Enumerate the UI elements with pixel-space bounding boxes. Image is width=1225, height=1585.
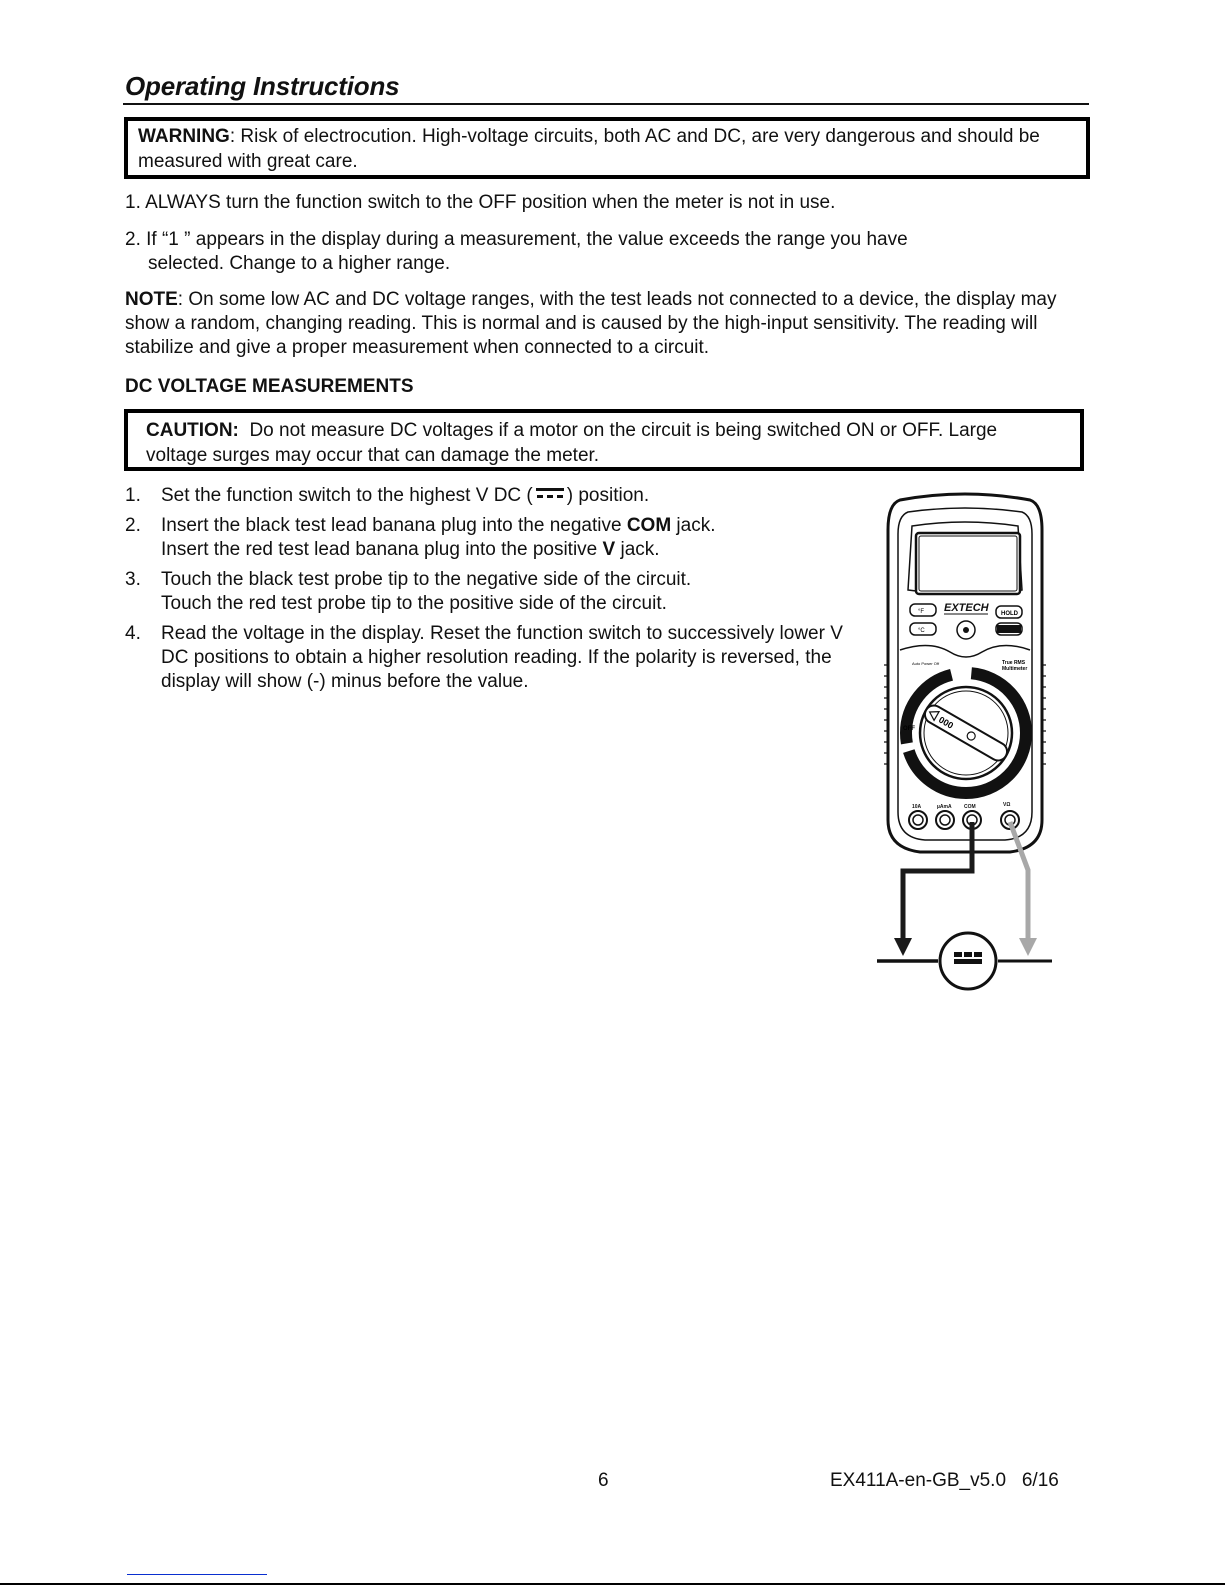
step-text [161, 484, 865, 508]
dial-off-label: OFF [903, 726, 915, 732]
v-jack-label: V [602, 539, 616, 560]
step-text [161, 568, 865, 616]
dc-voltage-symbol-icon [534, 486, 566, 504]
step-number: 3. [125, 569, 141, 590]
general-item-2 [125, 228, 908, 276]
svg-text:°F: °F [918, 609, 925, 615]
document-id: EX411A-en-GB_v5.0 6/16 [830, 1470, 1059, 1491]
step-text-part: Insert the black test lead banana plug into the negative [161, 515, 627, 536]
svg-text:µAmA: µAmA [937, 804, 952, 810]
com-jack-label: COM [626, 515, 672, 536]
svg-text:10A: 10A [912, 804, 922, 810]
item-text-continued: selected. Change to a higher range. [148, 253, 451, 274]
brand-logo: EXTECH [944, 602, 989, 614]
step-text-part: Insert the red test lead banana plug into the positive [161, 539, 603, 560]
step-text-part: jack. [671, 515, 716, 536]
item-number: 1. [125, 192, 141, 213]
item-number: 2. [125, 229, 141, 250]
step-4 [125, 622, 865, 694]
section-title: DC VOLTAGE MEASUREMENTS [125, 376, 414, 397]
step-text: Read the voltage in the display. Reset the function switch to successively lower V DC positions to obtain a higher resolution reading. If the polarity is reversed, the display will show (-) minus before the value. [161, 623, 843, 692]
step-text-part: ) position. [566, 485, 650, 506]
multimeter-illustration [860, 490, 1070, 1000]
page-number: 6 [598, 1470, 609, 1491]
page-heading: Operating Instructions [125, 71, 400, 101]
jack-10a [909, 811, 927, 829]
step-text-part: Touch the red test probe tip to the positive side of the circuit. [161, 593, 667, 614]
dc-steps-list [125, 484, 865, 700]
note-label: NOTE [125, 289, 178, 310]
svg-text:000: 000 [937, 714, 956, 731]
svg-text:COM: COM [964, 804, 976, 810]
warning-label: WARNING [138, 126, 230, 147]
item-text: ALWAYS turn the function switch to the OFF position when the meter is not in use. [145, 192, 836, 213]
caution-label: CAUTION: [146, 420, 239, 441]
step-text [161, 514, 865, 562]
general-item-1 [125, 191, 835, 215]
svg-text:Multimeter: Multimeter [1002, 666, 1028, 672]
svg-text:Auto Power Off: Auto Power Off [912, 661, 940, 666]
caution-text: Do not measure DC voltages if a motor on the circuit is being switched ON or OFF. Large voltage surges may occur that can damage the meter. [146, 420, 1003, 466]
svg-text:°C: °C [918, 628, 925, 634]
step-1 [125, 484, 865, 508]
red-test-lead [1010, 822, 1028, 940]
red-probe-arrow-icon [1019, 938, 1037, 956]
note-paragraph [125, 288, 1065, 360]
svg-text:True RMS: True RMS [1002, 660, 1026, 666]
step-3 [125, 568, 865, 616]
black-probe-arrow-icon [894, 938, 912, 956]
heading-rule [123, 103, 1089, 105]
warning-text: : Risk of electrocution. High-voltage circuits, both AC and DC, are very dangerous and should be measured with great care. [138, 126, 1040, 172]
item-text: If “1 ” appears in the display during a measurement, the value exceeds the range you have [146, 229, 908, 250]
step-number: 2. [125, 515, 141, 536]
jack-ua-ma [936, 811, 954, 829]
step-text-part: Touch the black test probe tip to the negative side of the circuit. [161, 569, 692, 590]
warning-box [124, 117, 1090, 179]
step-text-part: Set the function switch to the highest V DC ( [161, 485, 533, 506]
note-text: : On some low AC and DC voltage ranges, with the test leads not connected to a device, the display may show a random, changing reading. This is normal and is caused by the high-input sensitivity. The reading will stabilize and give a proper measurement when connected to a circuit. [125, 289, 1057, 358]
svg-text:VΩ: VΩ [1003, 802, 1011, 808]
svg-text:HOLD: HOLD [1001, 611, 1018, 617]
footer-link-underline[interactable] [127, 1574, 267, 1575]
step-2 [125, 514, 865, 562]
caution-box [124, 409, 1084, 471]
step-number: 4. [125, 623, 141, 644]
step-text-part: jack. [615, 539, 660, 560]
step-number: 1. [125, 485, 141, 506]
lcd-display-icon [916, 533, 1020, 594]
